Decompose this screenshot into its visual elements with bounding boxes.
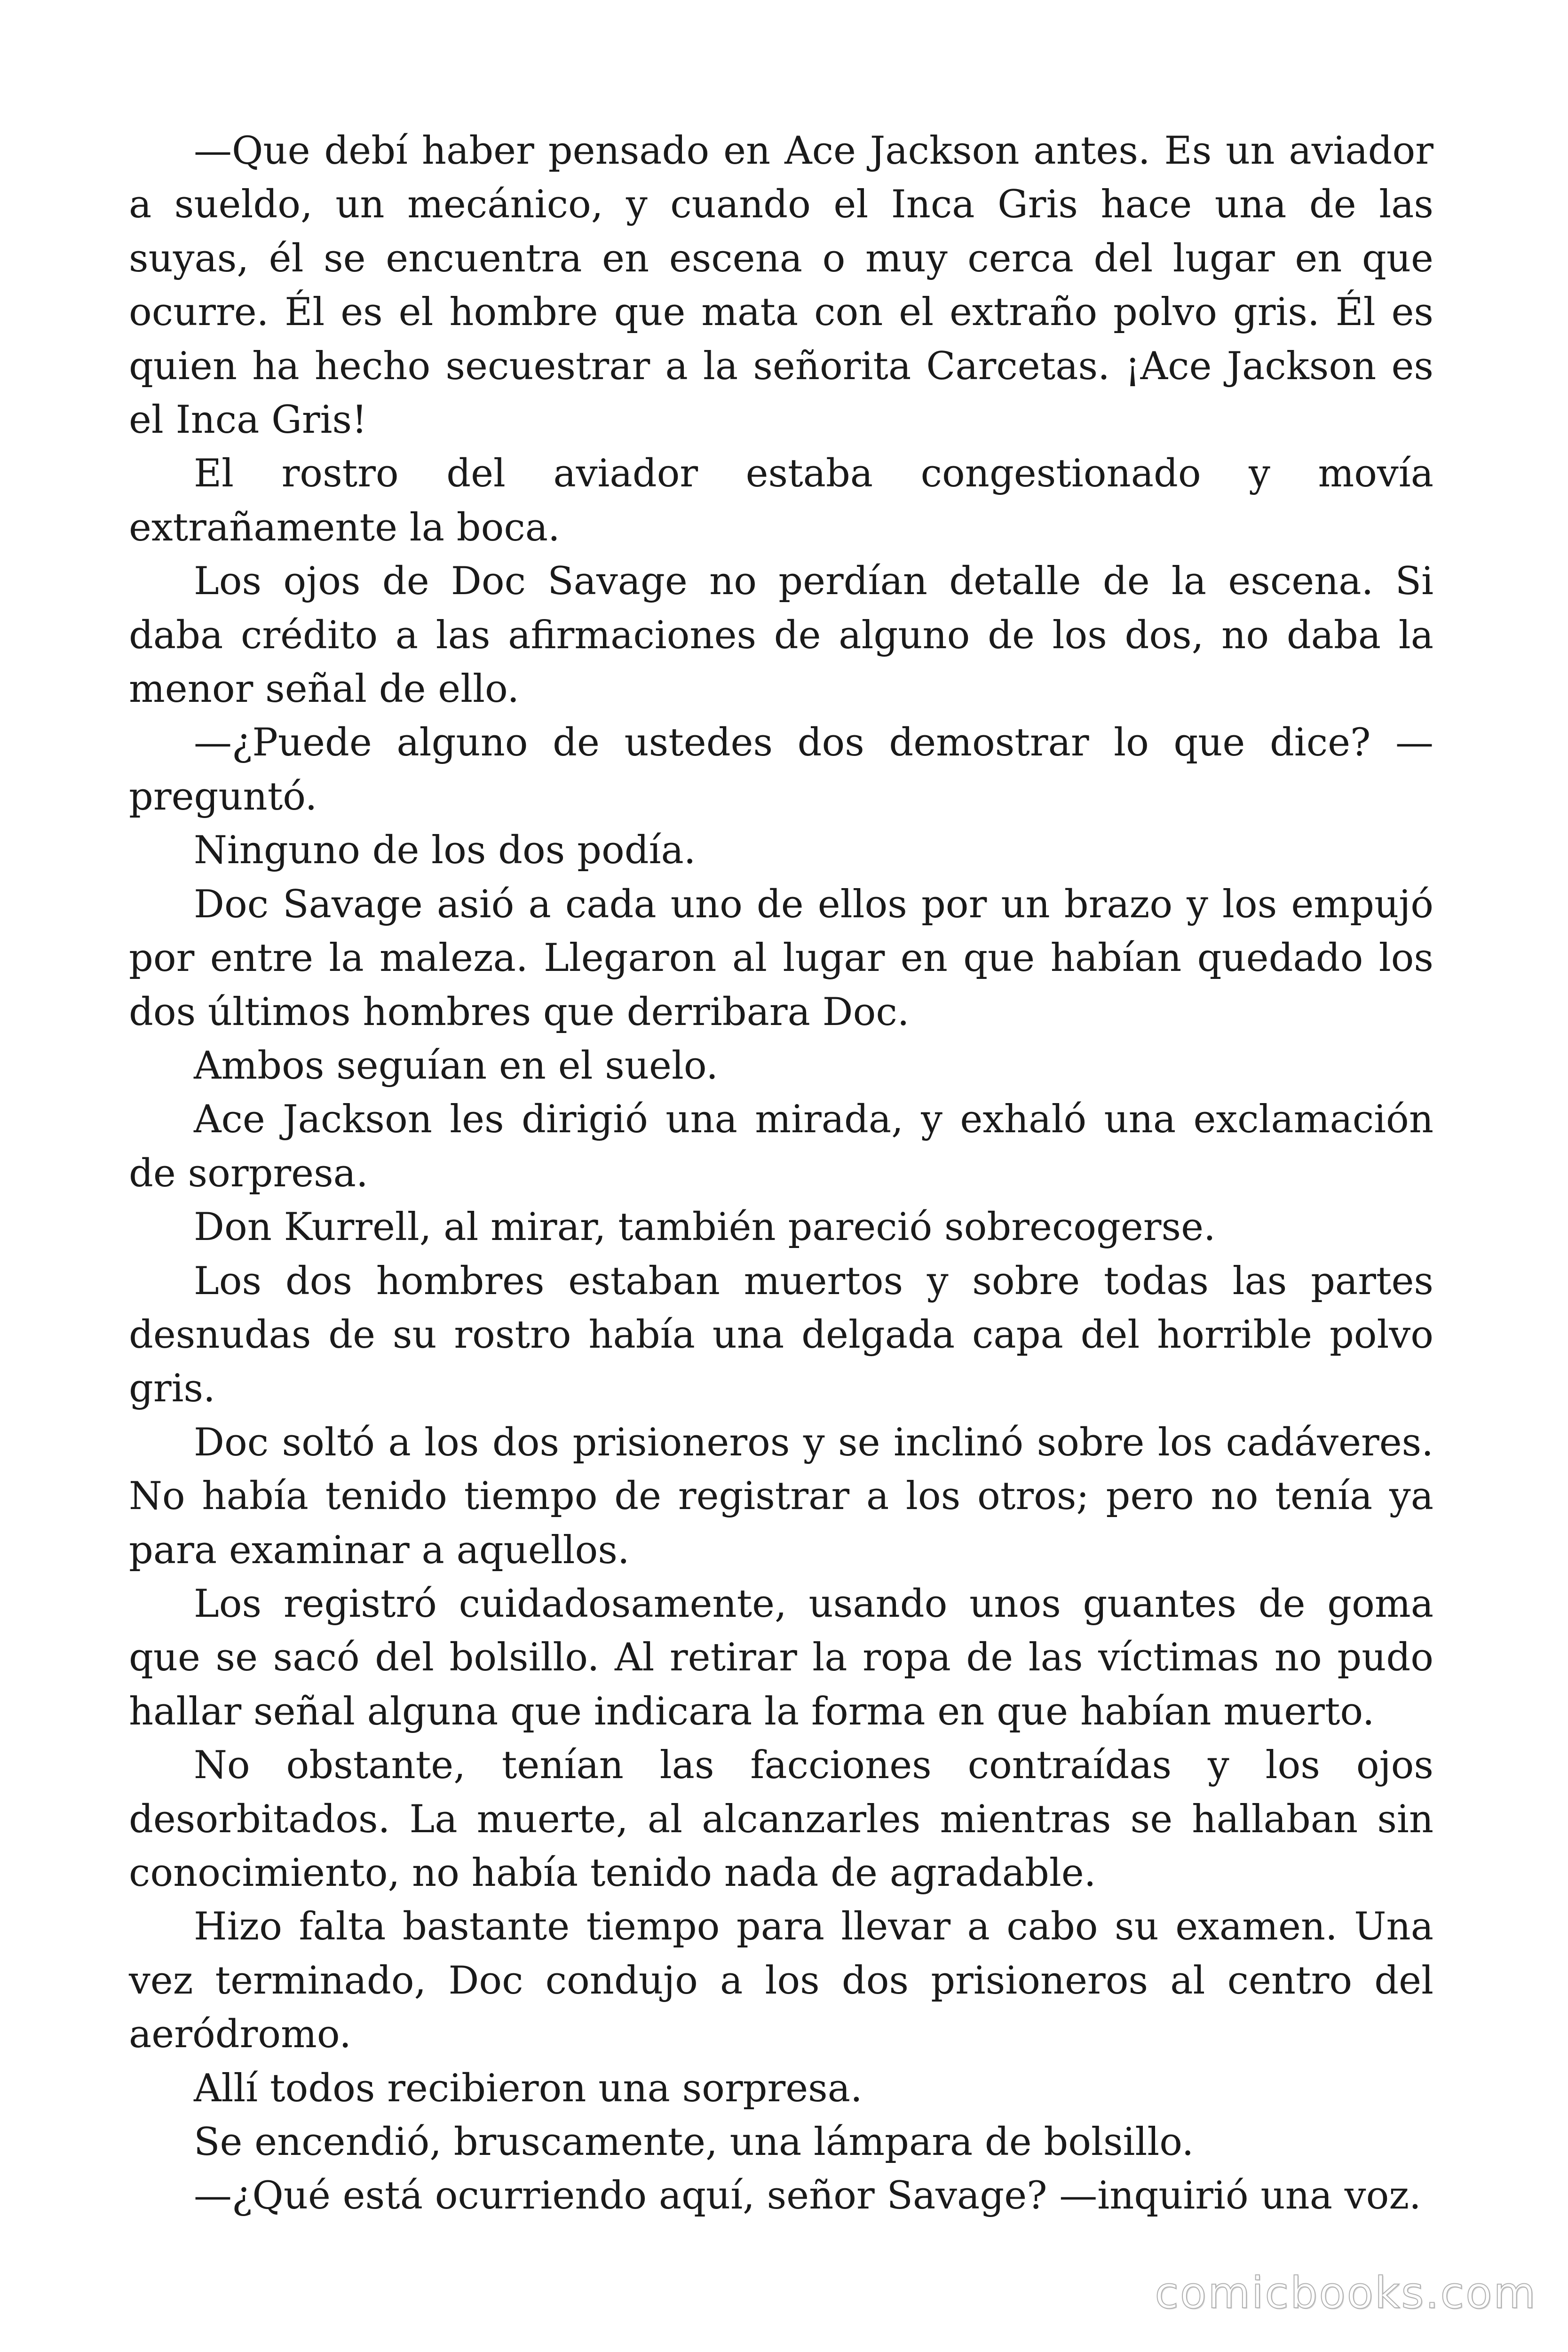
paragraph: —¿Puede alguno de ustedes dos demostrar lo que dice? —preguntó. [129, 721, 1433, 819]
paragraph: —Que debí haber pensado en Ace Jackson antes. Es un aviador a sueldo, un mecánico, y cuando el Inca Gris hace una de las suyas, él se encuentra en escena o muy cerca del lugar en que ocurre. Él es el hombre que mata con el extraño polvo gris. Él es quien ha hecho secuestrar a la señorita Carcetas. ¡Ace Jackson es el Inca Gris! [129, 129, 1433, 443]
watermark: comicbooks.com [1155, 2268, 1537, 2318]
paragraph: Los registró cuidadosamente, usando unos guantes de goma que se sacó del bolsillo. Al retirar la ropa de las víctimas no pudo hallar señal alguna que indicara la forma en que habían muerto. [129, 1581, 1433, 1734]
paragraph: Doc soltó a los dos prisioneros y se inclinó sobre los cadáveres. No había tenido tiempo de registrar a los otros; pero no tenía ya para examinar a aquellos. [129, 1420, 1433, 1573]
paragraph: Ace Jackson les dirigió una mirada, y exhaló una exclamación de sorpresa. [129, 1097, 1433, 1196]
paragraph: No obstante, tenían las facciones contraídas y los ojos desorbitados. La muerte, al alcanzarles mientras se hallaban sin conocimiento, no había tenido nada de agradable. [129, 1743, 1433, 1895]
paragraph: El rostro del aviador estaba congestionado y movía extrañamente la boca. [129, 452, 1433, 550]
paragraph: Los dos hombres estaban muertos y sobre todas las partes desnudas de su rostro había una delgada capa del horrible polvo gris. [129, 1259, 1433, 1411]
paragraph: Se encendió, bruscamente, una lámpara de bolsillo. [194, 2120, 1194, 2165]
paragraph: —¿Qué está ocurriendo aquí, señor Savage? —inquirió una voz. [194, 2174, 1421, 2218]
paragraph: Doc Savage asió a cada uno de ellos por un brazo y los empujó por entre la maleza. Llegaron al lugar en que habían quedado los dos últimos hombres que derribara Doc. [129, 882, 1433, 1034]
paragraph: Don Kurrell, al mirar, también pareció sobrecogerse. [194, 1205, 1216, 1250]
paragraph: Ninguno de los dos podía. [194, 828, 696, 873]
paragraph: Hizo falta bastante tiempo para llevar a cabo su examen. Una vez terminado, Doc condujo a los dos prisioneros al centro del aeródromo. [129, 1905, 1433, 2057]
page-body [129, 124, 1433, 2223]
paragraph: Los ojos de Doc Savage no perdían detalle de la escena. Si daba crédito a las afirmaciones de alguno de los dos, no daba la menor señal de ello. [129, 559, 1433, 712]
paragraph: Ambos seguían en el suelo. [194, 1043, 718, 1088]
paragraph: Allí todos recibieron una sorpresa. [194, 2066, 863, 2111]
